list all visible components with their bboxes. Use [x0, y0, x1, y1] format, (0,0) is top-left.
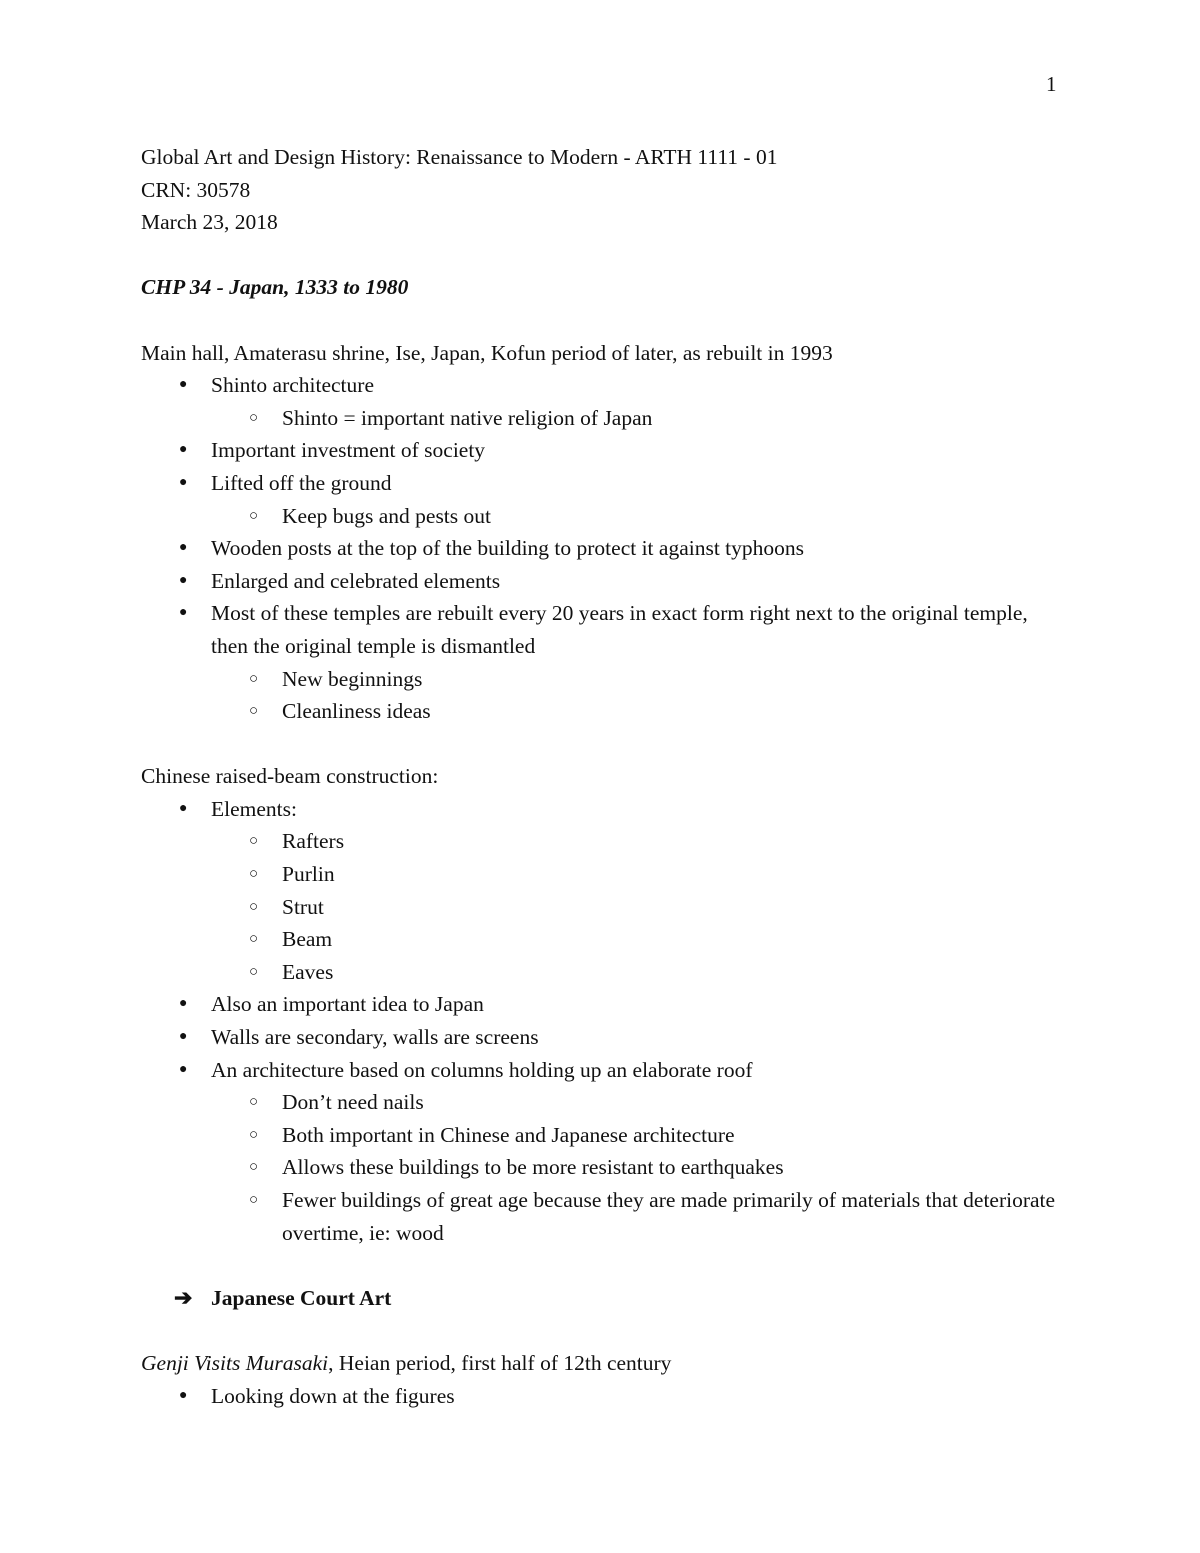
- circle-bullet-icon: ○: [249, 931, 259, 948]
- list-subitem: ○ Keep bugs and pests out: [141, 500, 1061, 533]
- section-heading-arrow: ➔ Japanese Court Art: [141, 1282, 1061, 1315]
- list-item: ● Important investment of society: [141, 434, 1061, 467]
- circle-bullet-icon: ○: [249, 409, 259, 426]
- bullet-icon: ●: [179, 1029, 188, 1045]
- document-body: [141, 141, 1061, 1412]
- list-item: ● Most of these temples are rebuilt every 20 years in exact form right next to the original temple, then the original temple is dismantled: [141, 597, 1061, 662]
- list-subitem: ○ Strut: [141, 891, 1061, 924]
- list-subitem: ○ Don’t need nails: [141, 1086, 1061, 1119]
- artwork-title: Genji Visits Murasaki, Heian period, first half of 12th century: [141, 1350, 672, 1375]
- circle-bullet-icon: ○: [249, 1159, 259, 1176]
- circle-bullet-icon: ○: [249, 866, 259, 883]
- list-subitem: ○ Cleanliness ideas: [141, 695, 1061, 728]
- bullet-icon: ●: [179, 996, 188, 1012]
- bullet-icon: ●: [179, 540, 188, 556]
- section-title: Chinese raised-beam construction:: [141, 764, 439, 789]
- circle-bullet-icon: ○: [249, 670, 259, 687]
- bullet-icon: ●: [179, 800, 188, 816]
- circle-bullet-icon: ○: [249, 1192, 259, 1208]
- list-subitem: ○ Rafters: [141, 825, 1061, 858]
- circle-bullet-icon: ○: [249, 833, 259, 850]
- bullet-icon: ●: [179, 605, 188, 621]
- list-subitem: ○ New beginnings: [141, 663, 1061, 696]
- list-item: ● Shinto architecture: [141, 369, 1061, 402]
- bullet-icon: ●: [179, 474, 188, 490]
- circle-bullet-icon: ○: [249, 898, 259, 915]
- bullet-icon: ●: [179, 1387, 188, 1403]
- circle-bullet-icon: ○: [249, 1094, 259, 1111]
- bullet-icon: ●: [179, 572, 188, 588]
- list-item: ● Walls are secondary, walls are screens: [141, 1021, 1061, 1054]
- list-subitem: ○ Shinto = important native religion of Japan: [141, 402, 1061, 435]
- list-subitem: ○ Allows these buildings to be more resistant to earthquakes: [141, 1151, 1061, 1184]
- list-item: ● An architecture based on columns holding up an elaborate roof: [141, 1054, 1061, 1087]
- list-item: ● Also an important idea to Japan: [141, 988, 1061, 1021]
- list-subitem: ○ Both important in Chinese and Japanese architecture: [141, 1119, 1061, 1152]
- list-subitem: ○ Fewer buildings of great age because they are made primarily of materials that deteriorate overtime, ie: wood: [141, 1184, 1061, 1249]
- list-subitem: ○ Eaves: [141, 956, 1061, 989]
- list-item: ● Lifted off the ground: [141, 467, 1061, 500]
- circle-bullet-icon: ○: [249, 963, 259, 980]
- list-subitem: ○ Beam: [141, 923, 1061, 956]
- list-item: ● Wooden posts at the top of the building to protect it against typhoons: [141, 532, 1061, 565]
- course-title: Global Art and Design History: Renaissance to Modern - ARTH 1111 - 01: [141, 145, 778, 169]
- circle-bullet-icon: ○: [249, 507, 259, 524]
- list-item: ● Elements:: [141, 793, 1061, 826]
- circle-bullet-icon: ○: [249, 1126, 259, 1143]
- crn-line: CRN: 30578: [141, 177, 251, 202]
- bullet-icon: ●: [179, 442, 188, 458]
- circle-bullet-icon: ○: [249, 703, 259, 720]
- list-subitem: ○ Purlin: [141, 858, 1061, 891]
- bullet-icon: ●: [179, 377, 188, 393]
- bullet-icon: ●: [179, 1061, 188, 1077]
- arrow-right-icon: ➔: [174, 1284, 193, 1310]
- date-line: March 23, 2018: [141, 210, 278, 235]
- list-item: ● Enlarged and celebrated elements: [141, 565, 1061, 598]
- section-title: Main hall, Amaterasu shrine, Ise, Japan, Kofun period of later, as rebuilt in 1993: [141, 340, 833, 365]
- list-item: ● Looking down at the figures: [141, 1380, 1061, 1413]
- chapter-heading: CHP 34 - Japan, 1333 to 1980: [141, 275, 409, 300]
- page-number: 1: [1046, 72, 1057, 96]
